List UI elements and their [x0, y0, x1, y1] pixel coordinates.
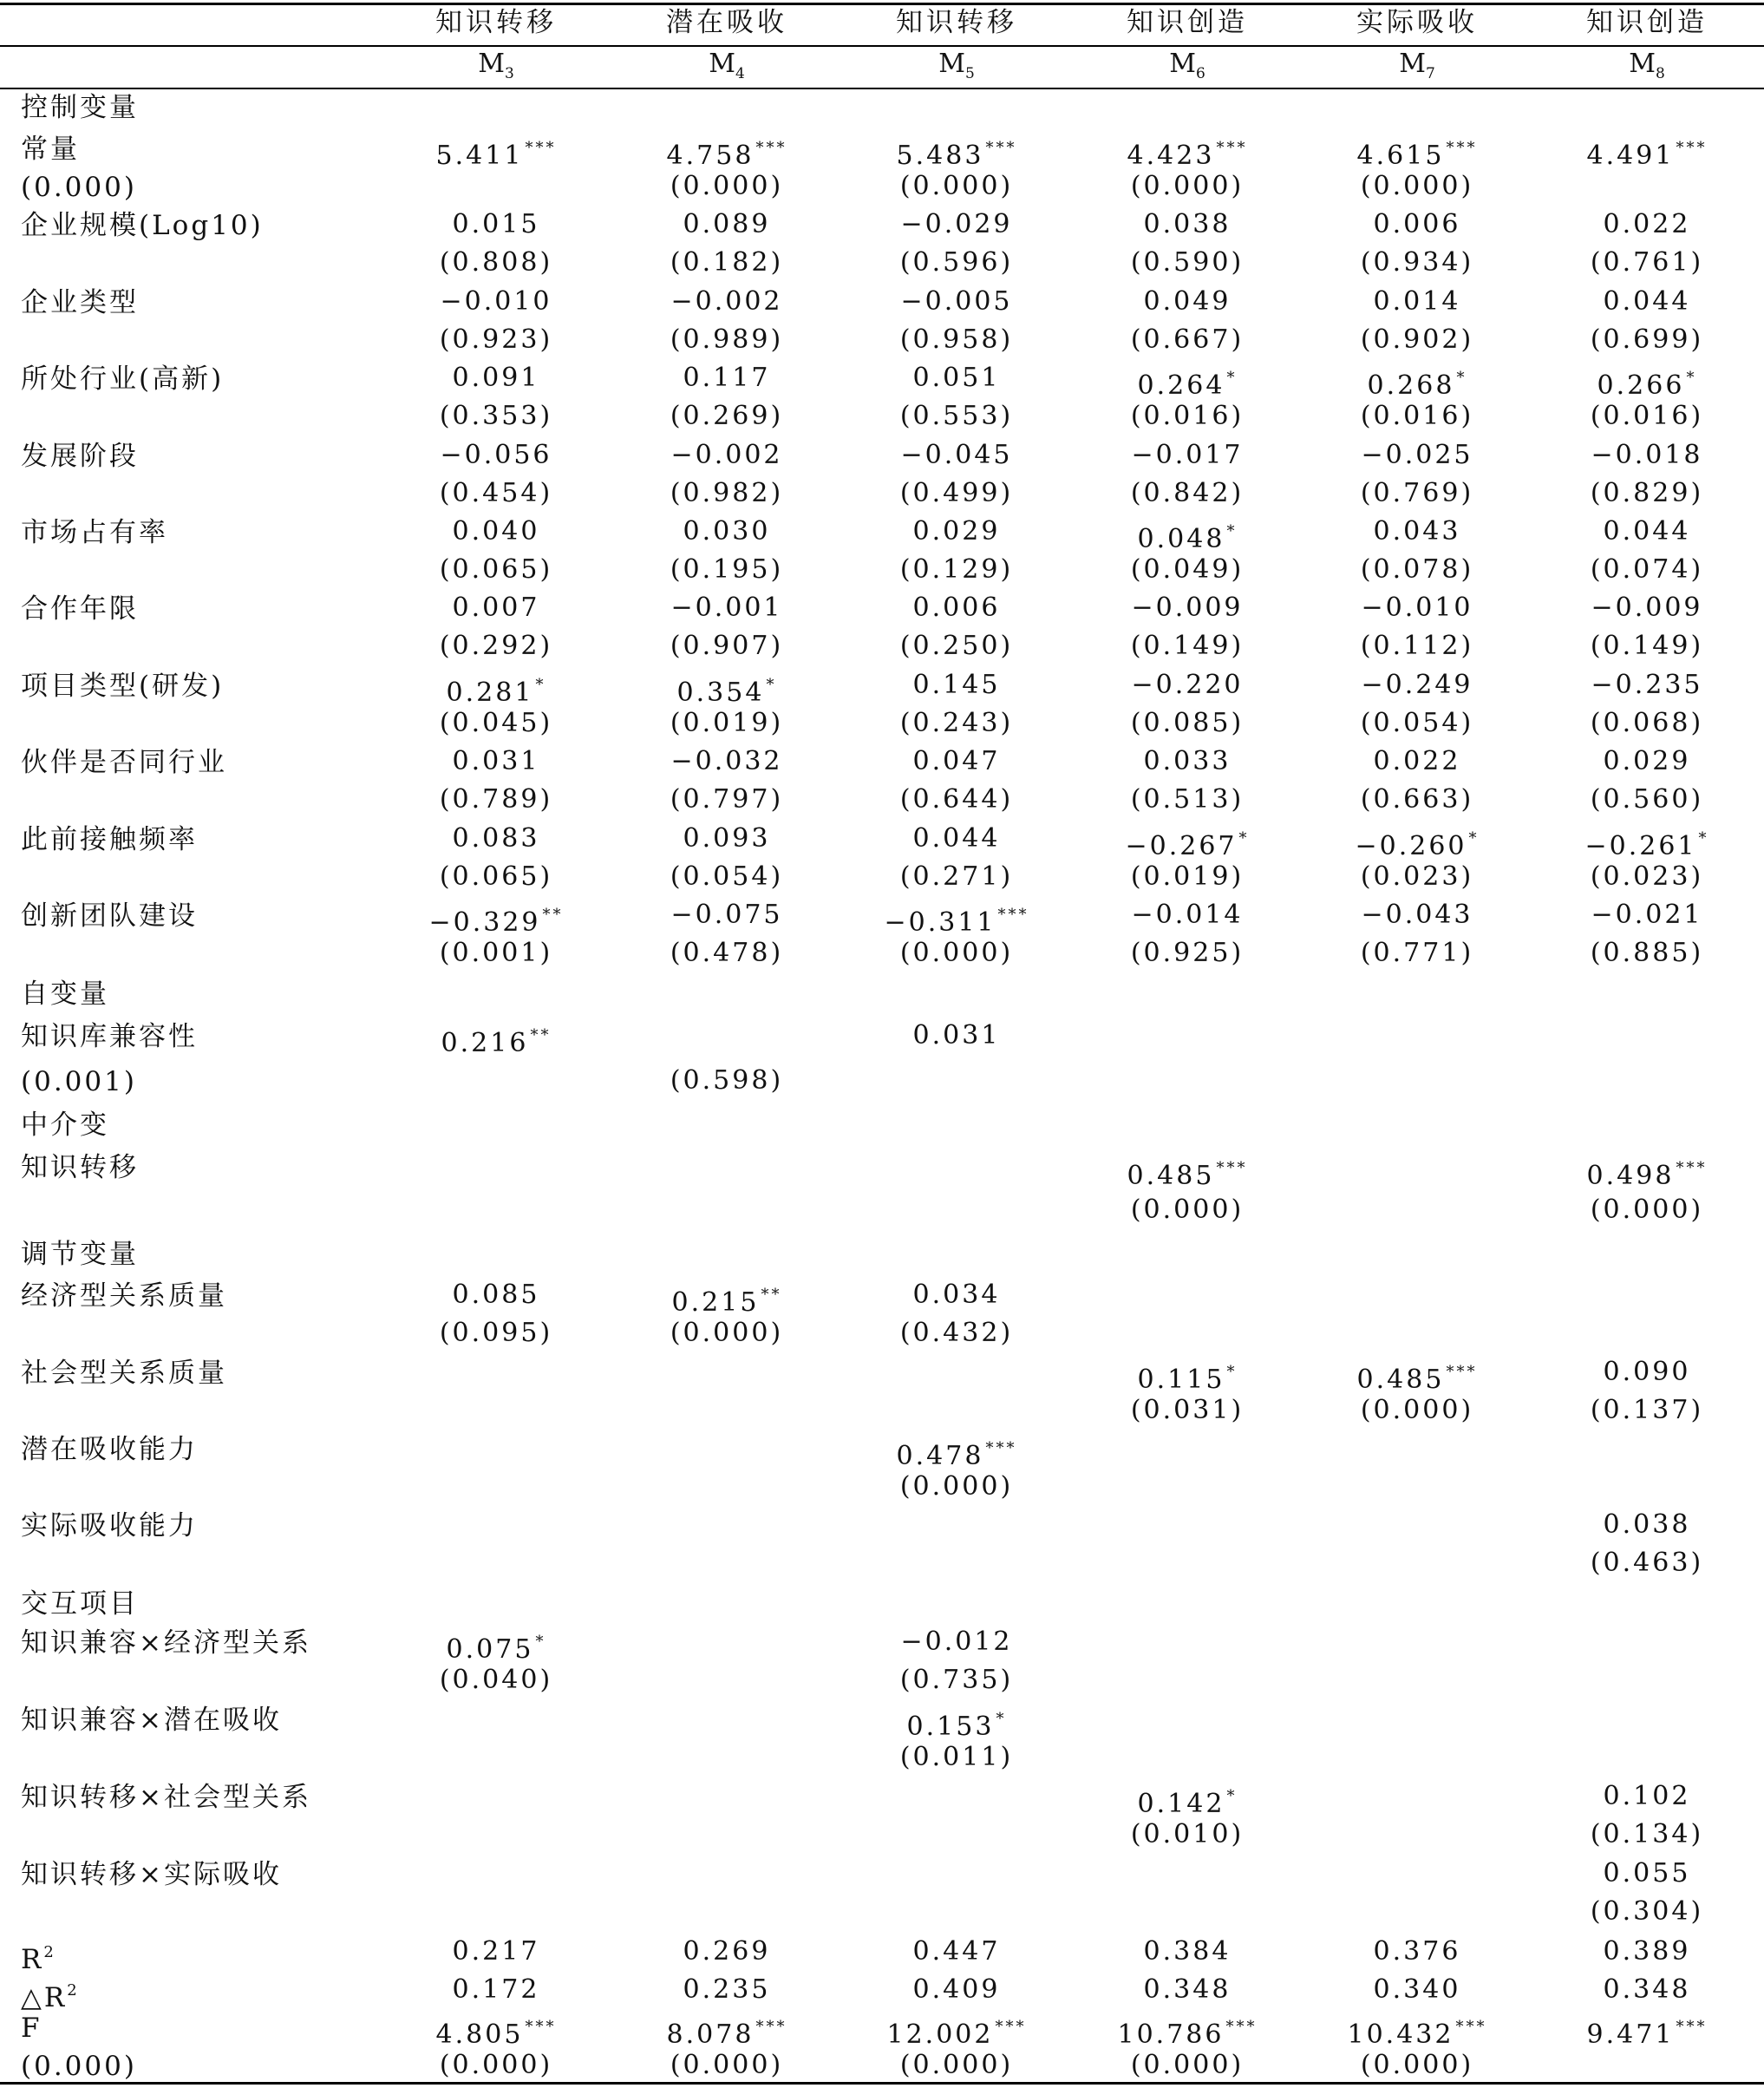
control-row-pvalue: (0.023) — [1590, 861, 1704, 892]
control-row-pvalue: (0.907) — [670, 631, 784, 662]
model-label: $M_4$ — [709, 49, 745, 82]
control-row-pvalue: (0.292) — [439, 631, 553, 662]
model-rule — [0, 88, 1764, 89]
row-label: 所处行业(高新) — [21, 363, 225, 396]
f-pvalue: (0.000) — [1130, 2050, 1245, 2080]
f-pvalue: (0.000) — [1360, 2050, 1474, 2080]
column-title: 知识转移 — [435, 7, 557, 38]
control-row-pvalue: (0.243) — [899, 707, 1014, 738]
control-row-pvalue: (0.054) — [670, 861, 784, 892]
f-value: 12.002 *** — [886, 2018, 1027, 2050]
f-pvalue: (0.000) — [899, 2050, 1014, 2080]
row-label: 社会型关系质量 — [21, 1358, 227, 1389]
row-label: 实际吸收能力 — [21, 1510, 198, 1541]
significance-star: *** — [755, 139, 787, 157]
control-row-coef: 0.006 — [1373, 209, 1461, 240]
significance-star: ** — [761, 1286, 782, 1304]
control-row-coef: 0.029 — [912, 516, 1001, 547]
control-row-pvalue: (0.925) — [1130, 938, 1245, 968]
control-row-coef: −0.329 ** — [428, 906, 564, 938]
control-row-pvalue: (0.478) — [670, 938, 784, 968]
control-row-pvalue: (0.078) — [1360, 554, 1474, 585]
control-row-coef: −0.001 — [670, 592, 783, 624]
control-row-coef: 0.038 — [1143, 209, 1232, 240]
significance-star: *** — [1676, 2018, 1708, 2036]
interaction-row-pvalue: (0.011) — [899, 1742, 1014, 1772]
control-row-pvalue: (0.074) — [1590, 554, 1704, 585]
control-row-coef: 4.615 *** — [1356, 139, 1478, 171]
control-row-coef: −0.002 — [670, 439, 783, 470]
control-row-coef: −0.002 — [670, 285, 783, 317]
moderator-row-pvalue: (0.000) — [670, 1318, 784, 1348]
mediator-row-pvalue: (0.000) — [1590, 1195, 1704, 1225]
control-row-coef: −0.249 — [1361, 669, 1473, 700]
f-value: 10.786 *** — [1117, 2018, 1258, 2050]
row-label: 企业规模(Log10) — [21, 210, 264, 242]
mediator-row-coef: 0.485 *** — [1127, 1159, 1248, 1191]
significance-star: * — [535, 675, 546, 694]
control-row-coef: 0.030 — [683, 516, 771, 547]
control-row-coef: 0.051 — [912, 363, 1001, 394]
control-row-coef: 4.758 *** — [666, 139, 787, 171]
control-row-pvalue: (0.054) — [1360, 707, 1474, 738]
control-row-pvalue: (0.553) — [899, 401, 1014, 432]
control-row-coef: −0.009 — [1591, 592, 1703, 624]
control-row-pvalue: (0.112) — [1360, 631, 1474, 662]
r2-value: 0.389 — [1603, 1936, 1691, 1967]
control-row-pvalue: (0.982) — [670, 477, 784, 508]
significance-star: * — [1226, 369, 1238, 388]
interaction-row-pvalue: (0.134) — [1590, 1819, 1704, 1849]
significance-star: *** — [1676, 1159, 1708, 1177]
control-row-pvalue: (0.885) — [1590, 938, 1704, 968]
control-row-coef: 0.268 * — [1367, 369, 1467, 402]
control-row-coef: 0.022 — [1603, 209, 1691, 240]
significance-star: *** — [995, 2018, 1027, 2036]
delta-r2-value: 0.235 — [683, 1974, 771, 2005]
control-row-pvalue: (0.761) — [1590, 247, 1704, 278]
superscript: 2 — [43, 1943, 56, 1961]
interaction-row-coef: 0.102 — [1603, 1781, 1691, 1811]
control-row-coef: −0.043 — [1361, 900, 1473, 930]
control-row-coef: 5.483 *** — [896, 139, 1017, 171]
interaction-row-coef: 0.055 — [1603, 1858, 1691, 1888]
control-row-pvalue: (0.644) — [899, 784, 1014, 815]
control-row-pvalue: (0.129) — [899, 554, 1014, 585]
significance-star: *** — [1676, 139, 1708, 157]
control-row-coef: 5.411 *** — [435, 139, 557, 171]
control-row-coef: −0.017 — [1131, 439, 1244, 470]
column-title: 知识创造 — [1127, 7, 1248, 38]
control-row-coef: 0.043 — [1373, 516, 1461, 547]
control-row-coef: −0.018 — [1591, 439, 1703, 470]
moderator-row-coef: 0.038 — [1603, 1509, 1691, 1540]
control-row-coef: 0.145 — [912, 669, 1001, 700]
control-row-pvalue: (0.271) — [899, 861, 1014, 892]
control-row-pvalue: (0.016) — [1590, 401, 1704, 432]
section-control: 控制变量 — [21, 92, 139, 123]
control-row-pvalue: (0.000) — [1130, 171, 1245, 201]
control-row-coef: 0.354 * — [676, 675, 777, 708]
significance-star: *** — [1446, 139, 1478, 157]
control-row-pvalue: (0.596) — [899, 247, 1014, 278]
row-label: 市场占有率 — [21, 517, 168, 548]
interaction-row-pvalue: (0.010) — [1130, 1819, 1245, 1849]
control-row-pvalue: (0.250) — [899, 631, 1014, 662]
delta-r2-value: 0.172 — [452, 1974, 540, 2005]
control-row-coef: 0.048 * — [1137, 522, 1238, 554]
control-row-pvalue: (0.699) — [1590, 324, 1704, 355]
moderator-row-coef: 0.034 — [912, 1280, 1001, 1310]
significance-star: *** — [985, 1439, 1017, 1457]
independent-row-coef: 0.031 — [912, 1020, 1001, 1051]
delta-r2-label: $\triangle R^2$ — [21, 1981, 80, 2013]
r2-value: 0.269 — [683, 1936, 771, 1967]
control-row-pvalue: (0.771) — [1360, 938, 1474, 968]
control-row-pvalue: (0.829) — [1590, 477, 1704, 508]
control-row-pvalue: (0.789) — [439, 784, 553, 815]
bottom-rule — [0, 2082, 1764, 2085]
significance-star: * — [535, 1633, 546, 1651]
interaction-row-coef: 0.153 * — [906, 1710, 1007, 1742]
control-row-coef: 0.044 — [912, 822, 1001, 854]
significance-star: *** — [985, 139, 1017, 157]
f-value: 4.805 *** — [435, 2018, 557, 2050]
r2-value: 0.447 — [912, 1936, 1001, 1967]
row-label: 知识兼容×经济型关系 — [21, 1627, 311, 1659]
delta-r2-value: 0.348 — [1603, 1974, 1691, 2005]
control-row-pvalue: (0.016) — [1360, 401, 1474, 432]
moderator-row-coef: 0.090 — [1603, 1357, 1691, 1387]
significance-star: ** — [530, 1026, 552, 1044]
row-label: 知识转移 — [21, 1152, 139, 1183]
control-row-pvalue: (0.065) — [439, 861, 553, 892]
moderator-row-pvalue: (0.095) — [439, 1318, 553, 1348]
row-label: 项目类型(研发) — [21, 670, 225, 702]
significance-star: *** — [997, 906, 1029, 924]
delta-r2-value: 0.409 — [912, 1974, 1001, 2005]
control-row-coef: −0.029 — [900, 209, 1013, 240]
control-row-coef: 0.033 — [1143, 746, 1232, 777]
significance-star: * — [1698, 828, 1709, 848]
row-label: 此前接触频率 — [21, 823, 198, 855]
moderator-row-pvalue: (0.463) — [1590, 1548, 1704, 1578]
significance-star: *** — [1455, 2018, 1487, 2036]
control-row-coef: −0.267 * — [1125, 828, 1250, 861]
row-label: 创新团队建设 — [21, 900, 198, 932]
control-row-pvalue: (0.045) — [439, 707, 553, 738]
row-label-pvalue: (0.000) — [21, 172, 137, 203]
superscript: 2 — [67, 1981, 80, 2000]
significance-star: * — [1238, 828, 1250, 848]
control-row-pvalue: (0.989) — [670, 324, 784, 355]
control-row-pvalue: (0.560) — [1590, 784, 1704, 815]
control-row-coef: 4.491 *** — [1586, 139, 1708, 171]
significance-star: * — [1226, 522, 1238, 540]
control-row-coef: −0.010 — [1361, 592, 1473, 624]
row-label: 潜在吸收能力 — [21, 1434, 198, 1465]
control-row-pvalue: (0.000) — [1360, 171, 1474, 201]
row-label: 知识转移×社会型关系 — [21, 1782, 311, 1813]
delta-r2-value: 0.340 — [1373, 1974, 1461, 2005]
control-row-coef: 0.264 * — [1137, 369, 1238, 402]
f-value: 8.078 *** — [666, 2018, 787, 2050]
independent-row-pvalue: (0.598) — [670, 1065, 784, 1096]
control-row-pvalue: (0.923) — [439, 324, 553, 355]
significance-star: *** — [1216, 139, 1248, 157]
column-title: 知识创造 — [1586, 7, 1708, 38]
control-row-pvalue: (0.182) — [670, 247, 784, 278]
model-label: $M_5$ — [938, 49, 975, 82]
f-pvalue: (0.000) — [670, 2050, 784, 2080]
model-subscript: 6 — [1195, 65, 1205, 82]
control-row-coef: 0.281 * — [446, 675, 546, 708]
control-row-coef: −0.032 — [670, 746, 783, 777]
control-row-coef: 0.022 — [1373, 746, 1461, 777]
row-label: 知识库兼容性 — [21, 1021, 198, 1052]
control-row-coef: −0.311 *** — [884, 906, 1029, 938]
row-label: 经济型关系质量 — [21, 1280, 227, 1312]
control-row-coef: 0.091 — [452, 363, 540, 394]
significance-star: *** — [755, 2018, 787, 2036]
control-row-coef: 0.266 * — [1597, 369, 1697, 402]
interaction-row-coef: −0.012 — [900, 1627, 1013, 1657]
control-row-pvalue: (0.902) — [1360, 324, 1474, 355]
control-row-pvalue: (0.001) — [439, 938, 553, 968]
section-independent: 自变量 — [21, 979, 109, 1010]
control-row-coef: −0.075 — [670, 900, 783, 930]
f-value: 10.432 *** — [1347, 2018, 1487, 2050]
control-row-coef: −0.021 — [1591, 900, 1703, 930]
control-row-coef: 0.006 — [912, 592, 1001, 624]
significance-star: *** — [1225, 2018, 1258, 2036]
control-row-pvalue: (0.019) — [670, 707, 784, 738]
significance-star: *** — [1216, 1159, 1248, 1177]
control-row-coef: 0.089 — [683, 209, 771, 240]
significance-star: * — [1226, 1363, 1238, 1381]
model-subscript: 4 — [735, 65, 745, 82]
control-row-pvalue: (0.353) — [439, 401, 553, 432]
control-row-coef: 0.044 — [1603, 285, 1691, 317]
moderator-row-coef: 0.115 * — [1137, 1363, 1238, 1395]
control-row-pvalue: (0.085) — [1130, 707, 1245, 738]
control-row-pvalue: (0.000) — [899, 938, 1014, 968]
control-row-coef: −0.045 — [900, 439, 1013, 470]
model-label: $M_7$ — [1399, 49, 1435, 82]
control-row-coef: −0.014 — [1131, 900, 1244, 930]
control-row-coef: 0.007 — [452, 592, 540, 624]
f-label: F — [21, 2013, 42, 2044]
r2-value: 0.376 — [1373, 1936, 1461, 1967]
control-row-coef: 0.029 — [1603, 746, 1691, 777]
control-row-coef: −0.220 — [1131, 669, 1244, 700]
control-row-pvalue: (0.769) — [1360, 477, 1474, 508]
model-subscript: 7 — [1425, 65, 1435, 82]
r2-value: 0.217 — [452, 1936, 540, 1967]
control-row-coef: −0.010 — [440, 285, 552, 317]
column-title: 知识转移 — [896, 7, 1017, 38]
mediator-row-coef: 0.498 *** — [1586, 1159, 1708, 1191]
control-row-pvalue: (0.023) — [1360, 861, 1474, 892]
control-row-coef: 0.117 — [683, 363, 771, 394]
interaction-row-pvalue: (0.304) — [1590, 1896, 1704, 1927]
control-row-coef: 0.093 — [683, 822, 771, 854]
control-row-coef: 4.423 *** — [1127, 139, 1248, 171]
column-title: 实际吸收 — [1356, 7, 1478, 38]
control-row-pvalue: (0.663) — [1360, 784, 1474, 815]
control-row-pvalue: (0.808) — [439, 247, 553, 278]
control-row-pvalue: (0.016) — [1130, 401, 1245, 432]
model-subscript: 8 — [1655, 65, 1665, 82]
moderator-row-coef: 0.085 — [452, 1280, 540, 1310]
moderator-row-pvalue: (0.432) — [899, 1318, 1014, 1348]
row-label: 合作年限 — [21, 593, 139, 625]
f-label-pvalue: (0.000) — [21, 2051, 137, 2082]
moderator-row-coef: 0.215 ** — [671, 1286, 782, 1318]
row-label: 企业类型 — [21, 286, 139, 318]
row-label: 伙伴是否同行业 — [21, 747, 227, 779]
significance-star: ** — [542, 906, 564, 924]
moderator-row-pvalue: (0.137) — [1590, 1395, 1704, 1425]
control-row-pvalue: (0.019) — [1130, 861, 1245, 892]
control-row-pvalue: (0.149) — [1130, 631, 1245, 662]
moderator-row-pvalue: (0.000) — [899, 1471, 1014, 1502]
row-label: 常量 — [21, 134, 80, 165]
control-row-pvalue: (0.454) — [439, 477, 553, 508]
control-row-coef: 0.015 — [452, 209, 540, 240]
control-row-pvalue: (0.499) — [899, 477, 1014, 508]
significance-star: *** — [1446, 1363, 1478, 1381]
control-row-coef: 0.083 — [452, 822, 540, 854]
column-title: 潜在吸收 — [666, 7, 787, 38]
moderator-row-coef: 0.478 *** — [896, 1439, 1017, 1471]
delta-r2-value: 0.348 — [1143, 1974, 1232, 2005]
r2-label: $R^2$ — [21, 1943, 56, 1975]
f-value: 9.471 *** — [1586, 2018, 1708, 2050]
control-row-pvalue: (0.000) — [670, 171, 784, 201]
significance-star: *** — [525, 139, 557, 157]
significance-star: *** — [525, 2018, 557, 2036]
model-label: $M_3$ — [478, 49, 514, 82]
control-row-pvalue: (0.958) — [899, 324, 1014, 355]
row-label-pvalue: (0.001) — [21, 1066, 137, 1097]
control-row-pvalue: (0.068) — [1590, 707, 1704, 738]
significance-star: * — [1226, 1787, 1238, 1805]
interaction-row-pvalue: (0.735) — [899, 1665, 1014, 1695]
interaction-row-pvalue: (0.040) — [439, 1665, 553, 1695]
control-row-coef: −0.260 * — [1355, 828, 1480, 861]
control-row-coef: −0.009 — [1131, 592, 1244, 624]
control-row-pvalue: (0.797) — [670, 784, 784, 815]
control-row-pvalue: (0.513) — [1130, 784, 1245, 815]
section-interaction: 交互项目 — [21, 1588, 139, 1620]
moderator-row-pvalue: (0.000) — [1360, 1395, 1474, 1425]
row-label: 知识兼容×潜在吸收 — [21, 1705, 282, 1736]
control-row-pvalue: (0.667) — [1130, 324, 1245, 355]
section-mediator: 中介变 — [21, 1109, 109, 1141]
control-row-pvalue: (0.842) — [1130, 477, 1245, 508]
mediator-row-pvalue: (0.000) — [1130, 1195, 1245, 1225]
control-row-pvalue: (0.269) — [670, 401, 784, 432]
control-row-coef: −0.025 — [1361, 439, 1473, 470]
model-label: $M_8$ — [1629, 49, 1665, 82]
row-label: 发展阶段 — [21, 440, 139, 472]
moderator-row-pvalue: (0.031) — [1130, 1395, 1245, 1425]
significance-star: * — [766, 675, 777, 694]
control-row-pvalue: (0.149) — [1590, 631, 1704, 662]
header-rule — [0, 45, 1764, 47]
section-moderator: 调节变量 — [21, 1239, 139, 1270]
model-subscript: 3 — [504, 65, 514, 82]
independent-row-coef: 0.216 ** — [441, 1026, 552, 1058]
control-row-coef: −0.056 — [440, 439, 552, 470]
control-row-pvalue: (0.065) — [439, 554, 553, 585]
control-row-pvalue: (0.049) — [1130, 554, 1245, 585]
control-row-coef: 0.040 — [452, 516, 540, 547]
control-row-pvalue: (0.934) — [1360, 247, 1474, 278]
control-row-coef: 0.044 — [1603, 516, 1691, 547]
moderator-row-coef: 0.485 *** — [1356, 1363, 1478, 1395]
control-row-pvalue: (0.000) — [899, 171, 1014, 201]
significance-star: * — [1686, 369, 1697, 388]
control-row-coef: 0.049 — [1143, 285, 1232, 317]
model-subscript: 5 — [964, 65, 975, 82]
f-pvalue: (0.000) — [439, 2050, 553, 2080]
significance-star: * — [1468, 828, 1480, 848]
interaction-row-coef: 0.142 * — [1137, 1787, 1238, 1819]
model-label: $M_6$ — [1169, 49, 1205, 82]
control-row-pvalue: (0.590) — [1130, 247, 1245, 278]
control-row-coef: 0.031 — [452, 746, 540, 777]
significance-star: * — [1456, 369, 1467, 388]
top-rule — [0, 3, 1764, 5]
r2-value: 0.384 — [1143, 1936, 1232, 1967]
interaction-row-coef: 0.075 * — [446, 1633, 546, 1665]
control-row-pvalue: (0.195) — [670, 554, 784, 585]
control-row-coef: 0.047 — [912, 746, 1001, 777]
row-label: 知识转移×实际吸收 — [21, 1859, 282, 1890]
significance-star: * — [996, 1710, 1007, 1728]
control-row-coef: 0.014 — [1373, 285, 1461, 317]
control-row-coef: −0.235 — [1591, 669, 1703, 700]
control-row-coef: −0.005 — [900, 285, 1013, 317]
control-row-coef: −0.261 * — [1584, 828, 1709, 861]
